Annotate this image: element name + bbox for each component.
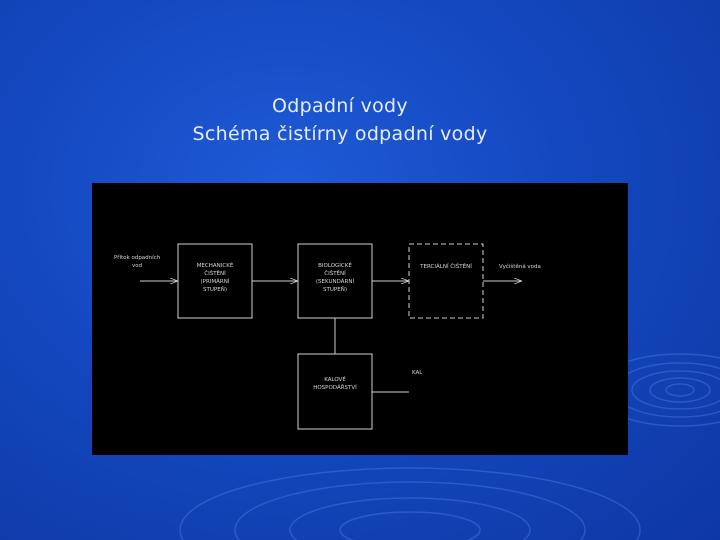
mechanical-line-3: (PRIMÁRNÍ [200, 279, 230, 285]
mechanical-line-4: STUPEŇ) [203, 287, 227, 293]
inflow-label-1: Přítok odpadních [114, 255, 161, 261]
sludge-label: KAL [412, 370, 423, 376]
mechanical-line-1: MECHANICKÉ [196, 263, 234, 269]
mechanical-treatment-text [178, 262, 252, 294]
biological-line-4: STUPEŇ) [323, 287, 347, 293]
mechanical-line-2: ČIŠTĚNÍ [204, 271, 226, 277]
sludge-management-text [298, 376, 372, 392]
biological-line-3: (SEKUNDÁRNÍ [315, 279, 355, 285]
biological-line-2: ČIŠTĚNÍ [324, 271, 346, 277]
tertiary-treatment-box [409, 244, 483, 318]
sludge-line-1: KALOVÉ [324, 377, 346, 383]
tertiary-treatment-label: TERCIÁLNÍ ČIŠTĚNÍ [420, 264, 472, 270]
wastewater-plant-diagram [92, 183, 628, 455]
slide-subtitle: Schéma čistírny odpadní vody [192, 123, 488, 145]
outflow-label: Vyčištěná voda [499, 264, 541, 270]
biological-line-1: BIOLOGICKÉ [318, 263, 352, 269]
diagram-lines [92, 183, 628, 455]
biological-treatment-text [298, 262, 372, 294]
slide-title: Odpadní vody [272, 95, 408, 117]
sludge-line-2: HOSPODÁŘSTVÍ [313, 385, 357, 391]
inflow-label-2: vod [132, 263, 143, 269]
